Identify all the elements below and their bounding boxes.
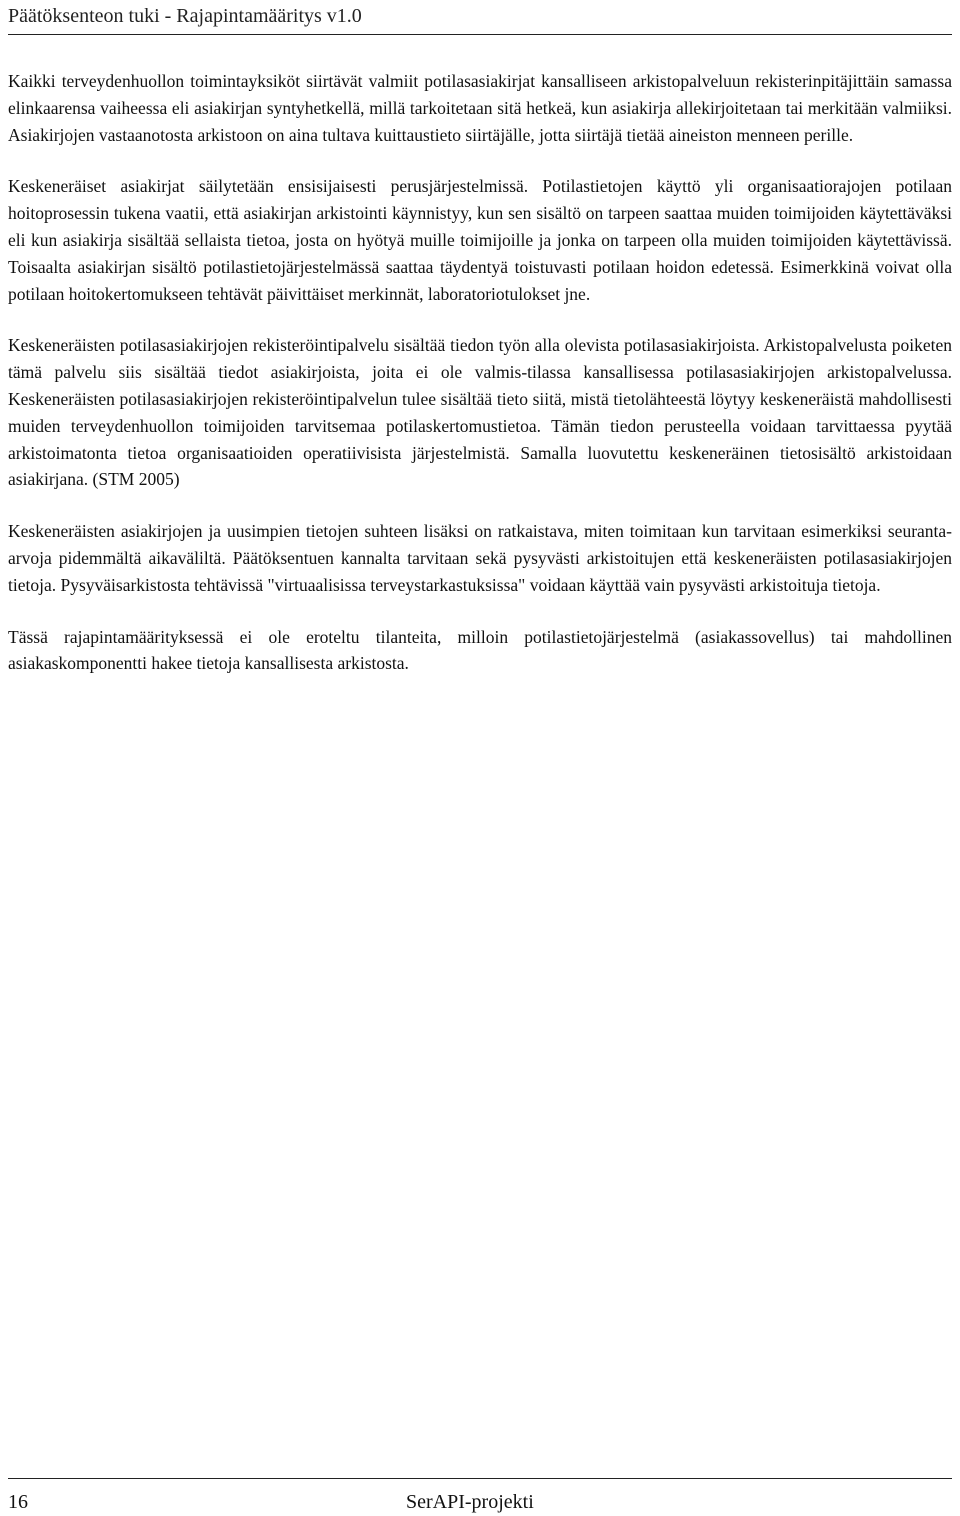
page-footer [8,1478,952,1513]
paragraph-scope-note: Tässä rajapintamäärityksessä ei ole eroteltu tilanteita, milloin potilastietojärjestelmä (asiakassovellus) tai mahdollinen asiakaskomponentti hakee tietoja kansallisesta arkistosta. [8,626,952,674]
document-body [8,68,952,702]
paragraph-registration-service: Keskeneräisten potilasasiakirjojen rekisteröintipalvelu sisältää tiedon työn alla olevista potilasasiakirjoista. Arkistopalvelusta poiketen tämä palvelu siis sisältää tiedot asiakirjoista, joita ei ole valmis-tilassa kansallisessa potilasasiakirjojen arkistopalvelussa. Keskeneräisten potilasasiakirjojen rekisteröintipalvelun tulee sisältää tieto siitä, mistä tietolähteestä löytyy keskeneräistä mahdollisesti muiden terveydenhuollon toimijoiden tarvitsemaa potilaskertomustietoa. Tämän tiedon perusteella voidaan tarvittaessa pyytää arkistoimatonta tietoa organisaatioiden operatiivisista järjestelmistä. Samalla luovutettu keskeneräinen tietosisältö arkistoidaan asiakirjana. (STM 2005) [8,335,952,490]
footer-title: SerAPI-projekti [406,1491,534,1513]
page-number: 16 [8,1491,28,1513]
header-title: Päätöksenteon tuki - Rajapintamääritys v1.0 [8,5,362,27]
paragraph-incomplete-documents: Keskeneräiset asiakirjat säilytetään ensisijaisesti perusjärjestelmissä. Potilastietojen käyttö yli organisaatiorajojen potilaan hoitoprosessin tukena vaatii, että asiakirjan arkistointi käynnistyy, kun sen sisältö on tarpeen saattaa muiden toimijoiden käytettäväksi eli kun asiakirja sisältää sellaista tietoa, josta on hyötyä muille toimijoille ja jonka on tarpeen olla muiden toimijoiden käytettävissä. Toisaalta asiakirjan sisältö potilastietojärjestelmässä saattaa täydentyä toistuvasti potilaan hoidon edetessä. Esimerkkinä voivat olla potilaan hoitokertomukseen tehtävät päivittäiset merkinnät, laboratoriotulokset jne. [8,176,952,304]
paragraph-archive-transfer: Kaikki terveydenhuollon toimintayksiköt siirtävät valmiit potilasasiakirjat kansalliseen arkistopalveluun rekisterinpitäjittäin samassa elinkaarensa vaiheessa eli asiakirjan syntyhetkellä, millä tarkoitetaan sitä hetkeä, kun asiakirja allekirjoitetaan tai merkitään valmiiksi. Asiakirjojen vastaanotosta arkistoon on aina tultava kuittaustieto siirtäjälle, jotta siirtäjä tietää aineiston menneen perille. [8,71,952,145]
page-header [8,0,952,35]
paragraph-decision-support: Keskeneräisten asiakirjojen ja uusimpien tietojen suhteen lisäksi on ratkaistava, miten toimitaan kun tarvitaan esimerkiksi seuranta-arvoja pidemmältä aikaväliltä. Päätöksentuen kannalta tarvitaan sekä pysyvästi arkistoitujen että keskeneräisten potilasasiakirjojen tietoja. Pysyväisarkistosta tehtävissä "virtuaalisissa terveystarkastuksissa" voidaan käyttää vain pysyvästi arkistoituja tietoja. [8,521,952,595]
